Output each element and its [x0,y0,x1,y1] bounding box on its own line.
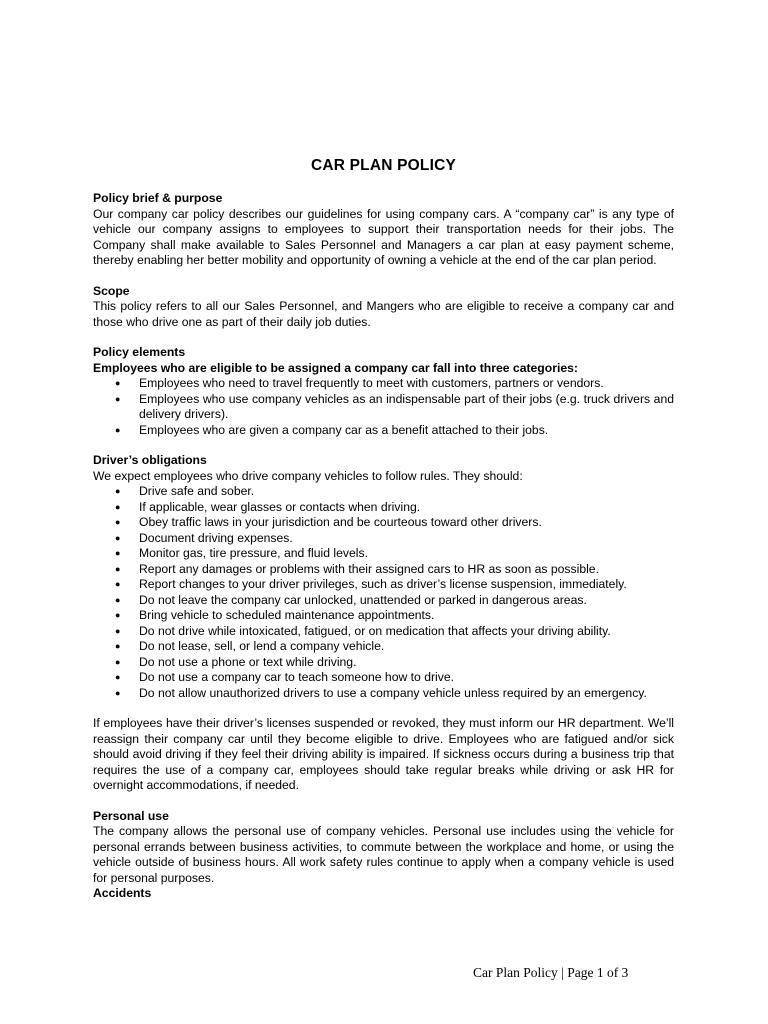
bullet-icon: ● [115,548,121,558]
list-item [115,391,674,423]
bullet-icon: ● [115,594,121,605]
list-item [115,623,674,640]
list-item-text: Do not use a phone or text while driving. [139,654,357,669]
scope-paragraph: This policy refers to all our Sales Personnel, and Mangers who are eligible to receive a company car and those who drive one as part of their daily job duties. [93,299,674,329]
list-item-text: Do not allow unauthorized drivers to use a company vehicle unless required by an emergency. [139,685,647,700]
list-item [115,685,674,702]
list-item [115,592,674,609]
section-heading-policy-brief: Policy brief & purpose [93,191,223,205]
list-item-text: Bring vehicle to scheduled maintenance appointments. [139,608,435,622]
list-item-text: Report any damages or problems with their assigned cars to HR as soon as possible. [139,561,599,576]
list-item [115,670,674,686]
obligations-closing-paragraph: If employees have their driver’s licenses suspended or revoked, they must inform our HR department. We’ll reassign their company car until they become eligible to drive. Employees who are fatigued and/or sick should avoid driving if they feel their driving ability is impaired. If sickness occurs during a business trip that requires the use of a company car, employees should take regular breaks while driving or ask HR for overnight accommodations, if needed. [93,716,674,792]
list-item-text: Monitor gas, tire pressure, and fluid levels. [139,546,368,560]
bullet-icon: ● [115,501,121,512]
obligations-intro: We expect employees who drive company vehicles to follow rules. They should: [93,468,523,483]
section-heading-drivers-obligations: Driver’s obligations [93,453,207,467]
bullet-icon: ● [115,532,121,543]
list-item-text: Employees who use company vehicles as an indispensable part of their jobs (e.g. truck drivers and delivery drivers). [139,391,674,421]
section-drivers-obligations [93,453,674,701]
eligibility-list [93,376,674,438]
list-item [115,484,674,500]
document-title: CAR PLAN POLICY [310,157,457,174]
list-item [115,639,674,655]
bullet-icon: ● [115,687,121,698]
list-item [115,376,674,392]
list-item [115,654,674,671]
bullet-icon: ● [115,378,121,388]
bullet-icon: ● [115,563,121,574]
section-heading-policy-elements: Policy elements [93,345,186,359]
section-scope [93,284,674,331]
list-item [115,577,674,593]
section-policy-brief [93,191,674,269]
list-item-text: Do not drive while intoxicated, fatigued, or on medication that affects your driving ability. [139,623,611,638]
list-item [115,499,674,516]
list-item-text: Do not lease, sell, or lend a company vehicle. [139,639,385,653]
list-item [115,515,674,531]
obligations-list [93,484,674,701]
eligibility-subheading: Employees who are eligible to be assigned a company car fall into three categories: [93,360,578,375]
list-item-text: Report changes to your driver privileges, such as driver’s license suspension, immediately. [139,577,627,591]
bullet-icon: ● [115,424,121,435]
bullet-icon: ● [115,579,121,589]
section-heading-personal-use: Personal use [93,808,169,823]
list-item [115,422,674,439]
bullet-icon: ● [115,393,121,404]
list-item [115,546,674,562]
list-item [115,608,674,624]
list-item-text: Obey traffic laws in your jurisdiction and be courteous toward other drivers. [139,515,542,529]
list-item-text: Document driving expenses. [139,530,293,545]
policy-brief-paragraph: Our company car policy describes our guidelines for using company cars. A “company car” is any type of vehicle our company assigns to employees to support their transportation needs for their jobs. The Company shall make available to Sales Personnel and Managers a car plan at easy payment scheme, thereby enabling her better mobility and opportunity of owning a vehicle at the end of the car plan period. [93,206,674,267]
bullet-icon: ● [115,672,121,682]
section-heading-scope: Scope [93,283,130,298]
bullet-icon: ● [115,610,121,620]
personal-use-paragraph: The company allows the personal use of company vehicles. Personal use includes using the vehicle for personal errands between business activities, to commute between the workplace and home, or using the vehicle outside of business hours. All work safety rules continue to apply when a company vehicle is used for personal purposes. [93,824,674,885]
list-item-text: Employees who need to travel frequently to meet with customers, partners or vendors. [139,376,604,390]
bullet-icon: ● [115,517,121,527]
list-item-text: Do not leave the company car unlocked, unattended or parked in dangerous areas. [139,592,587,607]
list-item-text: If applicable, wear glasses or contacts when driving. [139,499,421,514]
bullet-icon: ● [115,486,121,496]
section-heading-accidents: Accidents [93,886,152,900]
bullet-icon: ● [115,656,121,667]
list-item [115,530,674,547]
bullet-icon: ● [115,625,121,636]
section-personal-use [93,809,674,902]
page-footer: Car Plan Policy | Page 1 of 3 [473,965,629,980]
section-policy-elements [93,345,674,438]
document-body [93,156,674,902]
list-item-text: Drive safe and sober. [139,484,255,498]
section-license-suspension [93,716,674,794]
list-item [115,561,674,578]
list-item-text: Do not use a company car to teach someone how to drive. [139,670,455,684]
bullet-icon: ● [115,641,121,651]
list-item-text: Employees who are given a company car as a benefit attached to their jobs. [139,422,549,437]
